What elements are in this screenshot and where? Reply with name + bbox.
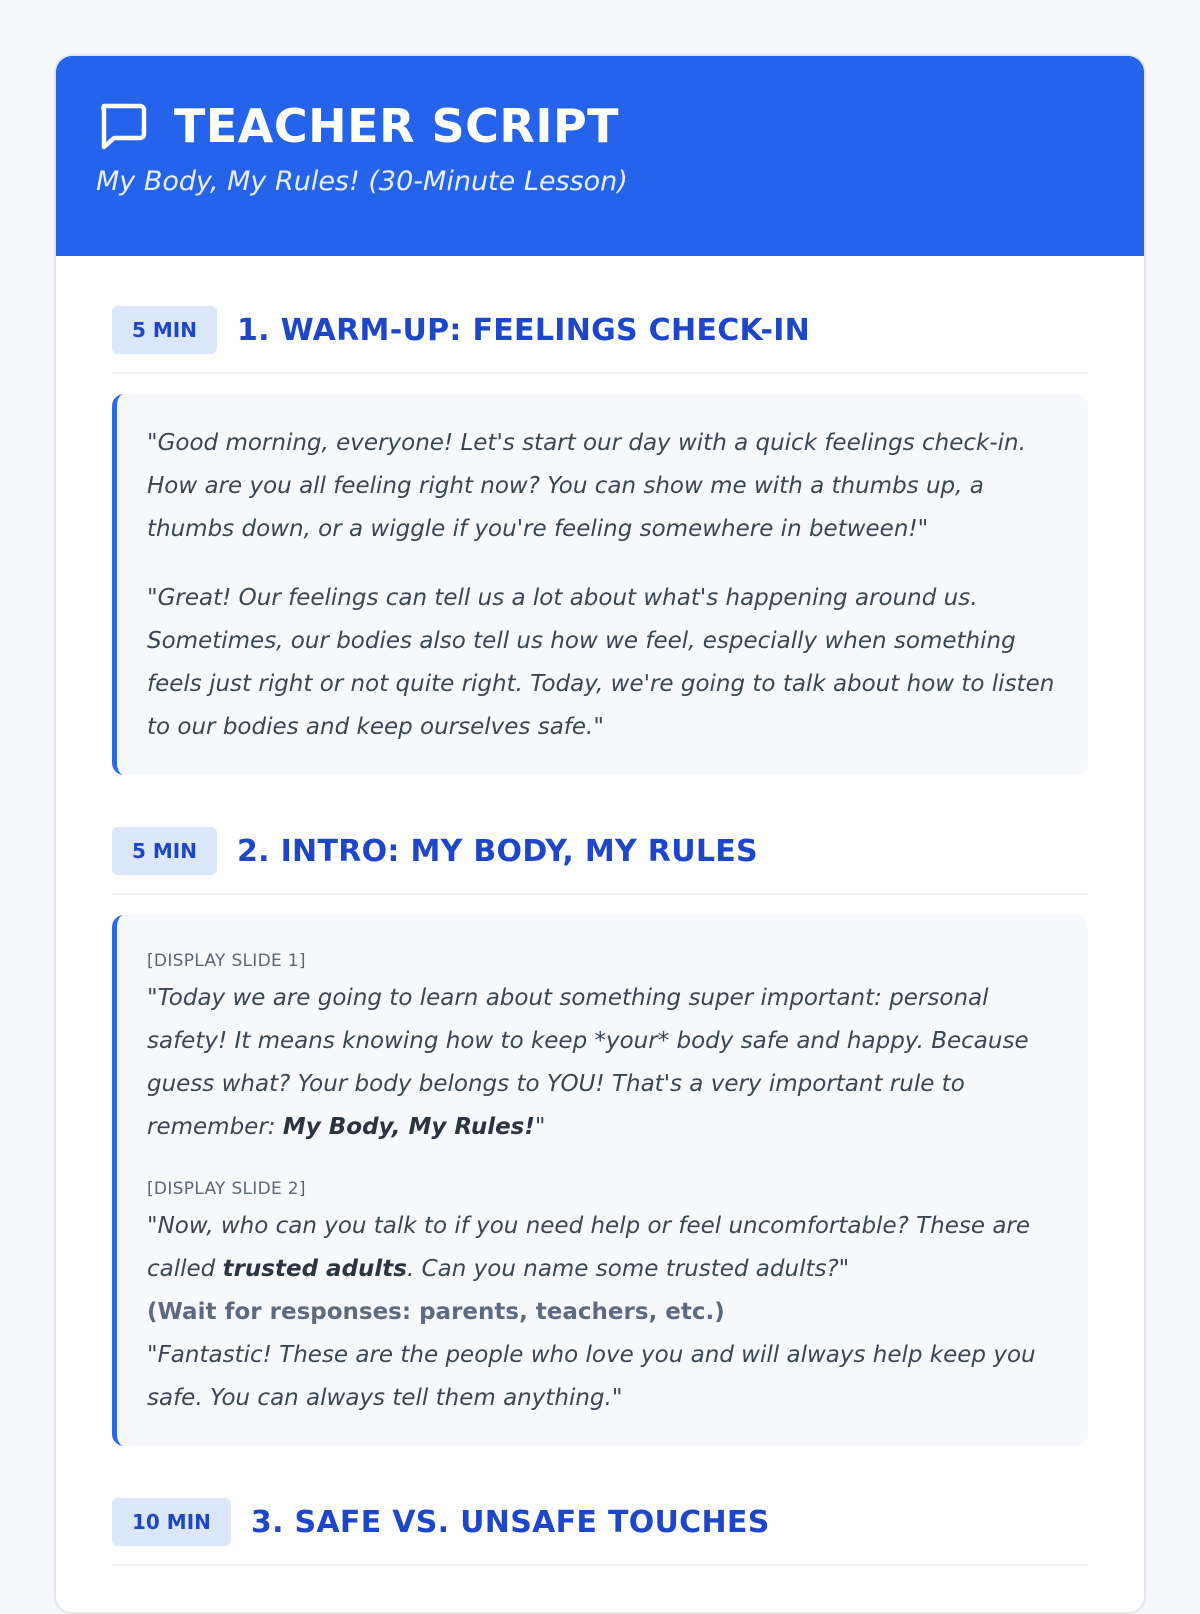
- script-paragraph: "Good morning, everyone! Let's start our day with a quick feelings check-in. How are you all feeling right now? You can show me with a thumbs up, a thumbs down, or a wiggle if you're feeling somewhere in between!": [147, 430, 1026, 542]
- script-paragraph: [147, 1205, 1062, 1291]
- section-intro: [112, 827, 1088, 1446]
- slide-label: [DISPLAY SLIDE 2]: [147, 1179, 306, 1199]
- script-text: . Can you name some trusted adults?": [407, 1256, 850, 1282]
- section-header: [112, 1498, 1088, 1566]
- slide-label: [DISPLAY SLIDE 1]: [147, 951, 306, 971]
- script-paragraph: [147, 977, 1062, 1149]
- duration-badge: 5 MIN: [112, 306, 217, 354]
- chat-bubble-icon: [96, 100, 148, 152]
- script-text: "Today we are going to learn about something super important: personal safety! It means knowing how to keep *your* body safe and happy. Because guess what? Your body belongs to YOU! That's a very important rule to remember:: [147, 985, 1029, 1140]
- section-safe-unsafe: [112, 1498, 1088, 1566]
- script-header: [56, 56, 1144, 256]
- lesson-subtitle: My Body, My Rules! (30-Minute Lesson): [96, 166, 628, 197]
- page-title: TEACHER SCRIPT: [174, 99, 620, 153]
- script-paragraph: "Great! Our feelings can tell us a lot about what's happening around us. Sometimes, our bodies also tell us how we feel, especially when something feels just right or not quite right. Today, we're going to talk about how to listen to our bodies and keep ourselves safe.": [147, 585, 1055, 740]
- section-header: [112, 306, 1088, 374]
- section-title: 1. WARM-UP: FEELINGS CHECK-IN: [236, 312, 811, 348]
- section-title: 2. INTRO: MY BODY, MY RULES: [236, 833, 758, 869]
- section-warm-up: [112, 306, 1088, 775]
- duration-badge: 10 MIN: [112, 1498, 231, 1546]
- script-box: [112, 394, 1088, 775]
- script-content: [56, 256, 1144, 1566]
- emphasis-text: trusted adults: [222, 1256, 407, 1282]
- emphasis-text: My Body, My Rules!: [282, 1114, 535, 1140]
- section-title: 3. SAFE VS. UNSAFE TOUCHES: [250, 1504, 770, 1540]
- script-box: [112, 915, 1088, 1446]
- slide-block: [147, 951, 1062, 1149]
- header-title-row: [96, 96, 1104, 156]
- script-text: "Now, who can you talk to if you need help or feel uncomfortable? These are called: [147, 1213, 1031, 1282]
- script-paragraph: "Fantastic! These are the people who love you and will always help keep you safe. You can always tell them anything.": [147, 1342, 1036, 1411]
- slide-block: [147, 1179, 1062, 1420]
- pause-note: (Wait for responses: parents, teachers, etc.): [147, 1299, 725, 1325]
- duration-badge: 5 MIN: [112, 827, 217, 875]
- script-text: ": [534, 1114, 546, 1140]
- teacher-script-card: [54, 54, 1146, 1614]
- section-header: [112, 827, 1088, 895]
